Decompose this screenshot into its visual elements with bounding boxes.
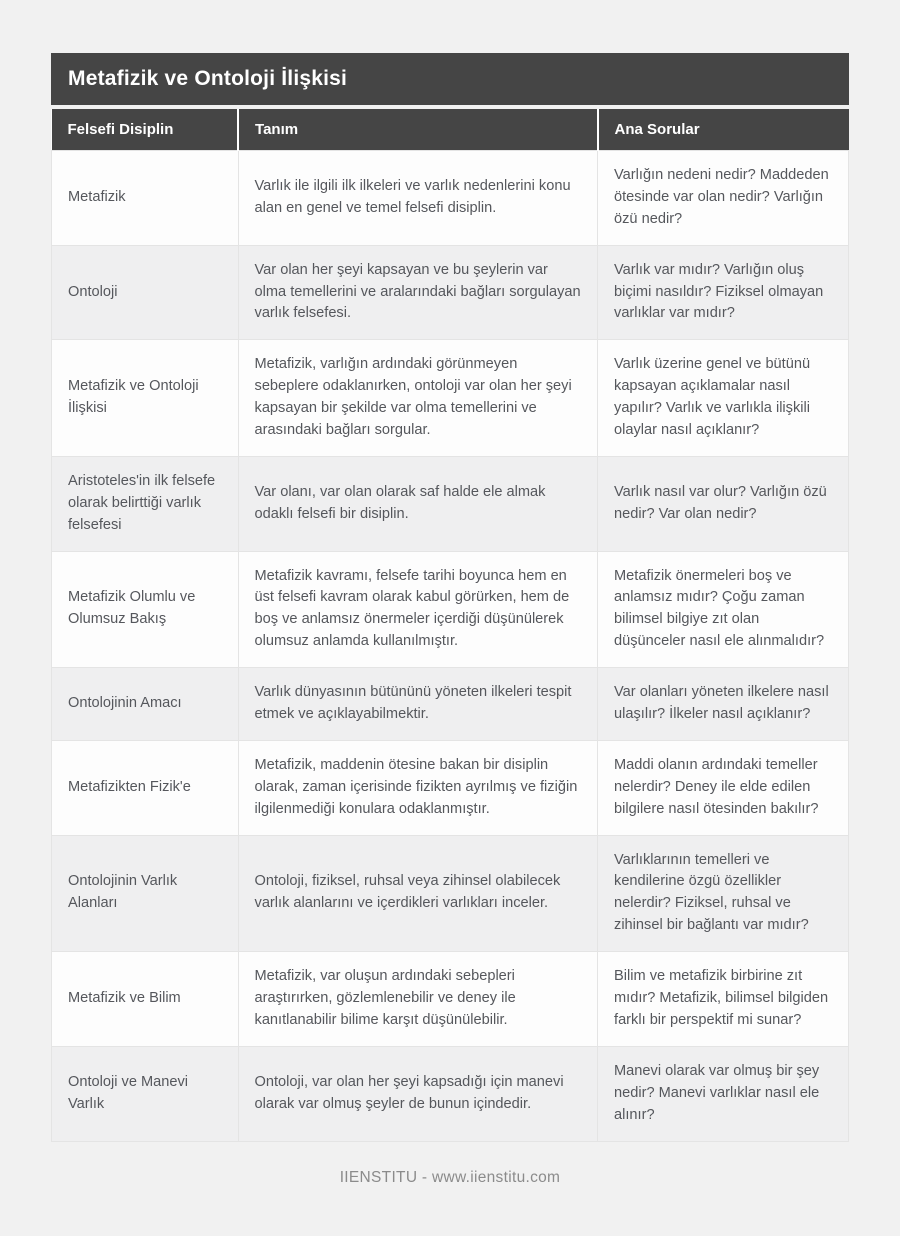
- column-header-definition: Tanım: [238, 109, 598, 151]
- table-row: [52, 668, 849, 741]
- philosophy-table: [51, 109, 849, 1142]
- cell-discipline: Ontoloji: [52, 245, 239, 340]
- cell-definition: Ontoloji, var olan her şeyi kapsadığı için manevi olarak var olmuş şeyler de bunun içindedir.: [238, 1046, 598, 1141]
- cell-discipline: Aristoteles'in ilk felsefe olarak belirttiği varlık felsefesi: [52, 456, 239, 551]
- cell-discipline: Metafizik ve Ontoloji İlişkisi: [52, 340, 239, 457]
- cell-definition: Var olanı, var olan olarak saf halde ele almak odaklı felsefi bir disiplin.: [238, 456, 598, 551]
- column-header-discipline: Felsefi Disiplin: [52, 109, 239, 151]
- table-header-row: [52, 109, 849, 151]
- table-row: [52, 245, 849, 340]
- table-card: [51, 53, 849, 1142]
- page-title: Metafizik ve Ontoloji İlişkisi: [51, 53, 849, 105]
- cell-definition: Metafizik kavramı, felsefe tarihi boyunca hem en üst felsefi kavram olarak kabul görürken, hem de boş ve anlamsız önermeler içerdiği düşünülerek olumsuz anlamda kullanılmıştır.: [238, 551, 598, 668]
- cell-questions: Varlık üzerine genel ve bütünü kapsayan açıklamalar nasıl yapılır? Varlık ve varlıkla ilişkili olaylar nasıl açıklanır?: [598, 340, 849, 457]
- cell-definition: Var olan her şeyi kapsayan ve bu şeylerin var olma temellerini ve aralarındaki bağları sorgulayan varlık felsefesi.: [238, 245, 598, 340]
- cell-definition: Metafizik, varlığın ardındaki görünmeyen sebeplere odaklanırken, ontoloji var olan her şeyi kapsayan bir şekilde var olma temellerini ve arasındaki bağları sorgular.: [238, 340, 598, 457]
- table-row: [52, 740, 849, 835]
- footer-credit: IIENSTITU - www.iienstitu.com: [339, 1168, 561, 1186]
- table-row: [52, 456, 849, 551]
- cell-discipline: Metafizik Olumlu ve Olumsuz Bakış: [52, 551, 239, 668]
- table-body: [52, 151, 849, 1142]
- cell-questions: Bilim ve metafizik birbirine zıt mıdır? Metafizik, bilimsel bilgiden farklı bir perspektif mi sunar?: [598, 952, 849, 1047]
- cell-questions: Varlıklarının temelleri ve kendilerine özgü özellikler nelerdir? Fiziksel, ruhsal ve zihinsel bir bağlantı var mıdır?: [598, 835, 849, 952]
- cell-questions: Metafizik önermeleri boş ve anlamsız mıdır? Çoğu zaman bilimsel bilgiye zıt olan düşünceler nasıl ele alınmalıdır?: [598, 551, 849, 668]
- cell-questions: Var olanları yöneten ilkelere nasıl ulaşılır? İlkeler nasıl açıklanır?: [598, 668, 849, 741]
- cell-definition: Varlık ile ilgili ilk ilkeleri ve varlık nedenlerini konu alan en genel ve temel felsefi disiplin.: [238, 151, 598, 246]
- cell-discipline: Ontoloji ve Manevi Varlık: [52, 1046, 239, 1141]
- column-header-questions: Ana Sorular: [598, 109, 849, 151]
- cell-definition: Varlık dünyasının bütününü yöneten ilkeleri tespit etmek ve açıklayabilmektir.: [238, 668, 598, 741]
- cell-discipline: Metafizik ve Bilim: [52, 952, 239, 1047]
- cell-discipline: Metafizikten Fizik'e: [52, 740, 239, 835]
- cell-discipline: Ontolojinin Amacı: [52, 668, 239, 741]
- table-row: [52, 952, 849, 1047]
- cell-discipline: Metafizik: [52, 151, 239, 246]
- table-row: [52, 551, 849, 668]
- cell-discipline: Ontolojinin Varlık Alanları: [52, 835, 239, 952]
- cell-questions: Varlık nasıl var olur? Varlığın özü nedir? Var olan nedir?: [598, 456, 849, 551]
- cell-definition: Metafizik, maddenin ötesine bakan bir disiplin olarak, zaman içerisinde fizikten ayrılmış ve fiziğin ilgilenmediği konulara odaklanmıştır.: [238, 740, 598, 835]
- cell-questions: Maddi olanın ardındaki temeller nelerdir? Deney ile elde edilen bilgilere nasıl ötesinden bakılır?: [598, 740, 849, 835]
- cell-definition: Metafizik, var oluşun ardındaki sebepleri araştırırken, gözlemlenebilir ve deney ile kanıtlanabilir bilime karşıt düşünülebilir.: [238, 952, 598, 1047]
- table-row: [52, 151, 849, 246]
- cell-questions: Varlık var mıdır? Varlığın oluş biçimi nasıldır? Fiziksel olmayan varlıklar var mıdır?: [598, 245, 849, 340]
- table-row: [52, 1046, 849, 1141]
- cell-definition: Ontoloji, fiziksel, ruhsal veya zihinsel olabilecek varlık alanlarını ve içerdikleri varlıkları inceler.: [238, 835, 598, 952]
- cell-questions: Manevi olarak var olmuş bir şey nedir? Manevi varlıklar nasıl ele alınır?: [598, 1046, 849, 1141]
- table-row: [52, 835, 849, 952]
- table-row: [52, 340, 849, 457]
- cell-questions: Varlığın nedeni nedir? Maddeden ötesinde var olan nedir? Varlığın özü nedir?: [598, 151, 849, 246]
